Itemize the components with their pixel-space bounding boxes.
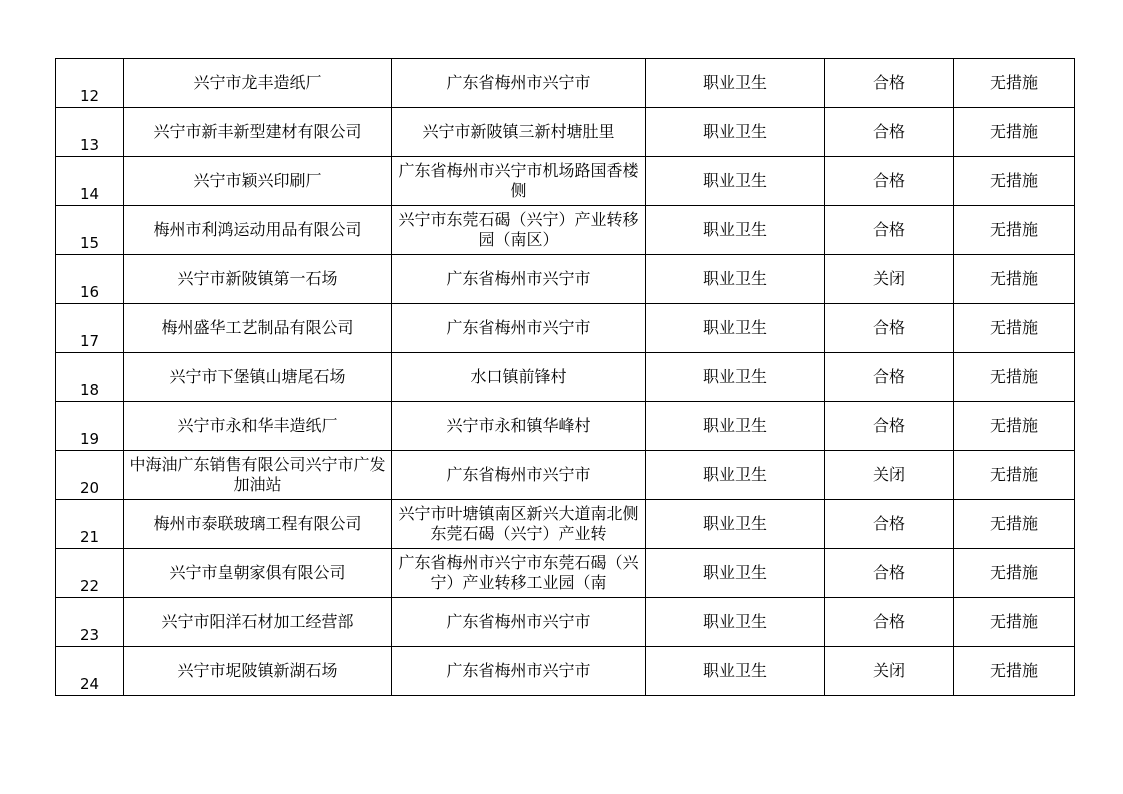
category-cell <box>646 108 825 157</box>
address-text: 兴宁市叶塘镇南区新兴大道南北侧东莞石碣（兴宁）产业转 <box>398 504 639 543</box>
category-text: 职业卫生 <box>702 171 767 190</box>
measure-text: 无措施 <box>989 269 1038 288</box>
address-text: 广东省梅州市兴宁市东莞石碣（兴宁）产业转移工业园（南 <box>398 553 639 592</box>
address-cell <box>392 157 646 206</box>
table-row <box>56 451 1075 500</box>
result-text: 关闭 <box>872 269 905 288</box>
row-number-cell <box>56 598 124 647</box>
company-name-cell <box>124 304 392 353</box>
result-text: 合格 <box>872 122 905 141</box>
row-number-text: 23 <box>79 626 100 644</box>
result-text: 合格 <box>872 514 905 533</box>
row-number-cell <box>56 59 124 108</box>
company-name-text: 兴宁市新陂镇第一石场 <box>177 269 338 288</box>
row-number-cell <box>56 402 124 451</box>
address-text: 兴宁市新陂镇三新村塘肚里 <box>422 122 615 141</box>
address-cell <box>392 549 646 598</box>
result-text: 合格 <box>872 171 905 190</box>
category-text: 职业卫生 <box>702 220 767 239</box>
row-number-text: 15 <box>79 234 100 252</box>
inspection-table <box>55 58 1075 696</box>
measure-cell <box>954 451 1075 500</box>
result-text: 合格 <box>872 318 905 337</box>
measure-text: 无措施 <box>989 171 1038 190</box>
address-text: 广东省梅州市兴宁市机场路国香楼侧 <box>398 161 639 200</box>
category-cell <box>646 255 825 304</box>
address-cell <box>392 647 646 696</box>
result-text: 合格 <box>872 612 905 631</box>
measure-cell <box>954 549 1075 598</box>
table-body <box>56 59 1075 696</box>
company-name-cell <box>124 353 392 402</box>
row-number-cell <box>56 108 124 157</box>
company-name-text: 兴宁市颖兴印刷厂 <box>193 171 322 190</box>
table-row <box>56 353 1075 402</box>
measure-cell <box>954 402 1075 451</box>
row-number-cell <box>56 255 124 304</box>
table-row <box>56 549 1075 598</box>
measure-text: 无措施 <box>989 563 1038 582</box>
category-cell <box>646 402 825 451</box>
row-number-cell <box>56 549 124 598</box>
measure-text: 无措施 <box>989 122 1038 141</box>
measure-text: 无措施 <box>989 367 1038 386</box>
category-text: 职业卫生 <box>702 612 767 631</box>
table-row <box>56 157 1075 206</box>
company-name-text: 中海油广东销售有限公司兴宁市广发加油站 <box>129 455 386 494</box>
result-cell <box>825 157 954 206</box>
company-name-text: 兴宁市坭陂镇新湖石场 <box>177 661 338 680</box>
category-text: 职业卫生 <box>702 122 767 141</box>
row-number-cell <box>56 500 124 549</box>
company-name-text: 兴宁市龙丰造纸厂 <box>193 73 322 92</box>
address-cell <box>392 500 646 549</box>
table-row <box>56 647 1075 696</box>
row-number-text: 18 <box>79 381 100 399</box>
row-number-text: 22 <box>79 577 100 595</box>
measure-text: 无措施 <box>989 220 1038 239</box>
category-text: 职业卫生 <box>702 367 767 386</box>
category-cell <box>646 157 825 206</box>
company-name-cell <box>124 402 392 451</box>
table-row <box>56 108 1075 157</box>
measure-cell <box>954 353 1075 402</box>
result-cell <box>825 598 954 647</box>
measure-cell <box>954 59 1075 108</box>
company-name-cell <box>124 451 392 500</box>
row-number-cell <box>56 353 124 402</box>
measure-cell <box>954 500 1075 549</box>
company-name-cell <box>124 549 392 598</box>
category-text: 职业卫生 <box>702 661 767 680</box>
result-cell <box>825 353 954 402</box>
company-name-text: 梅州市利鸿运动用品有限公司 <box>153 220 362 239</box>
address-cell <box>392 206 646 255</box>
measure-cell <box>954 647 1075 696</box>
address-cell <box>392 304 646 353</box>
address-cell <box>392 353 646 402</box>
measure-text: 无措施 <box>989 514 1038 533</box>
company-name-cell <box>124 157 392 206</box>
company-name-cell <box>124 647 392 696</box>
result-cell <box>825 255 954 304</box>
category-text: 职业卫生 <box>702 269 767 288</box>
measure-text: 无措施 <box>989 318 1038 337</box>
address-text: 广东省梅州市兴宁市 <box>446 465 591 484</box>
address-text: 兴宁市永和镇华峰村 <box>446 416 591 435</box>
measure-text: 无措施 <box>989 612 1038 631</box>
company-name-text: 兴宁市阳洋石材加工经营部 <box>161 612 354 631</box>
result-text: 合格 <box>872 220 905 239</box>
result-cell <box>825 402 954 451</box>
category-text: 职业卫生 <box>702 73 767 92</box>
row-number-cell <box>56 157 124 206</box>
measure-text: 无措施 <box>989 661 1038 680</box>
company-name-cell <box>124 500 392 549</box>
table-row <box>56 59 1075 108</box>
address-text: 水口镇前锋村 <box>470 367 567 386</box>
row-number-text: 16 <box>79 283 100 301</box>
company-name-cell <box>124 255 392 304</box>
company-name-text: 兴宁市皇朝家俱有限公司 <box>169 563 346 582</box>
address-cell <box>392 255 646 304</box>
address-cell <box>392 451 646 500</box>
category-text: 职业卫生 <box>702 465 767 484</box>
row-number-text: 20 <box>79 479 100 497</box>
category-cell <box>646 206 825 255</box>
row-number-text: 12 <box>79 87 100 105</box>
row-number-text: 24 <box>79 675 100 693</box>
address-cell <box>392 59 646 108</box>
category-cell <box>646 647 825 696</box>
address-text: 广东省梅州市兴宁市 <box>446 661 591 680</box>
category-cell <box>646 304 825 353</box>
result-cell <box>825 108 954 157</box>
address-cell <box>392 108 646 157</box>
result-cell <box>825 206 954 255</box>
table-row <box>56 206 1075 255</box>
row-number-cell <box>56 304 124 353</box>
measure-cell <box>954 598 1075 647</box>
result-text: 关闭 <box>872 465 905 484</box>
category-cell <box>646 549 825 598</box>
company-name-cell <box>124 206 392 255</box>
measure-text: 无措施 <box>989 465 1038 484</box>
row-number-cell <box>56 451 124 500</box>
result-cell <box>825 647 954 696</box>
table-row <box>56 500 1075 549</box>
category-cell <box>646 500 825 549</box>
company-name-cell <box>124 59 392 108</box>
category-cell <box>646 451 825 500</box>
category-cell <box>646 598 825 647</box>
row-number-text: 14 <box>79 185 100 203</box>
measure-cell <box>954 157 1075 206</box>
row-number-cell <box>56 647 124 696</box>
result-cell <box>825 549 954 598</box>
address-text: 广东省梅州市兴宁市 <box>446 269 591 288</box>
category-text: 职业卫生 <box>702 318 767 337</box>
company-name-text: 梅州盛华工艺制品有限公司 <box>161 318 354 337</box>
measure-cell <box>954 255 1075 304</box>
table-row <box>56 402 1075 451</box>
company-name-text: 兴宁市新丰新型建材有限公司 <box>153 122 362 141</box>
result-text: 关闭 <box>872 661 905 680</box>
result-cell <box>825 304 954 353</box>
result-cell <box>825 59 954 108</box>
row-number-text: 21 <box>79 528 100 546</box>
address-cell <box>392 598 646 647</box>
address-text: 兴宁市东莞石碣（兴宁）产业转移园（南区） <box>398 210 639 249</box>
address-text: 广东省梅州市兴宁市 <box>446 318 591 337</box>
table-row <box>56 255 1075 304</box>
company-name-text: 兴宁市永和华丰造纸厂 <box>177 416 338 435</box>
measure-cell <box>954 108 1075 157</box>
company-name-text: 梅州市泰联玻璃工程有限公司 <box>153 514 362 533</box>
table-row <box>56 304 1075 353</box>
address-cell <box>392 402 646 451</box>
measure-cell <box>954 304 1075 353</box>
measure-text: 无措施 <box>989 416 1038 435</box>
result-cell <box>825 500 954 549</box>
measure-cell <box>954 206 1075 255</box>
table-row <box>56 598 1075 647</box>
result-text: 合格 <box>872 73 905 92</box>
company-name-cell <box>124 598 392 647</box>
result-text: 合格 <box>872 563 905 582</box>
result-text: 合格 <box>872 367 905 386</box>
row-number-text: 13 <box>79 136 100 154</box>
address-text: 广东省梅州市兴宁市 <box>446 73 591 92</box>
address-text: 广东省梅州市兴宁市 <box>446 612 591 631</box>
result-cell <box>825 451 954 500</box>
row-number-cell <box>56 206 124 255</box>
category-cell <box>646 59 825 108</box>
category-cell <box>646 353 825 402</box>
category-text: 职业卫生 <box>702 563 767 582</box>
row-number-text: 17 <box>79 332 100 350</box>
result-text: 合格 <box>872 416 905 435</box>
measure-text: 无措施 <box>989 73 1038 92</box>
category-text: 职业卫生 <box>702 416 767 435</box>
company-name-cell <box>124 108 392 157</box>
company-name-text: 兴宁市下堡镇山塘尾石场 <box>169 367 346 386</box>
row-number-text: 19 <box>79 430 100 448</box>
category-text: 职业卫生 <box>702 514 767 533</box>
